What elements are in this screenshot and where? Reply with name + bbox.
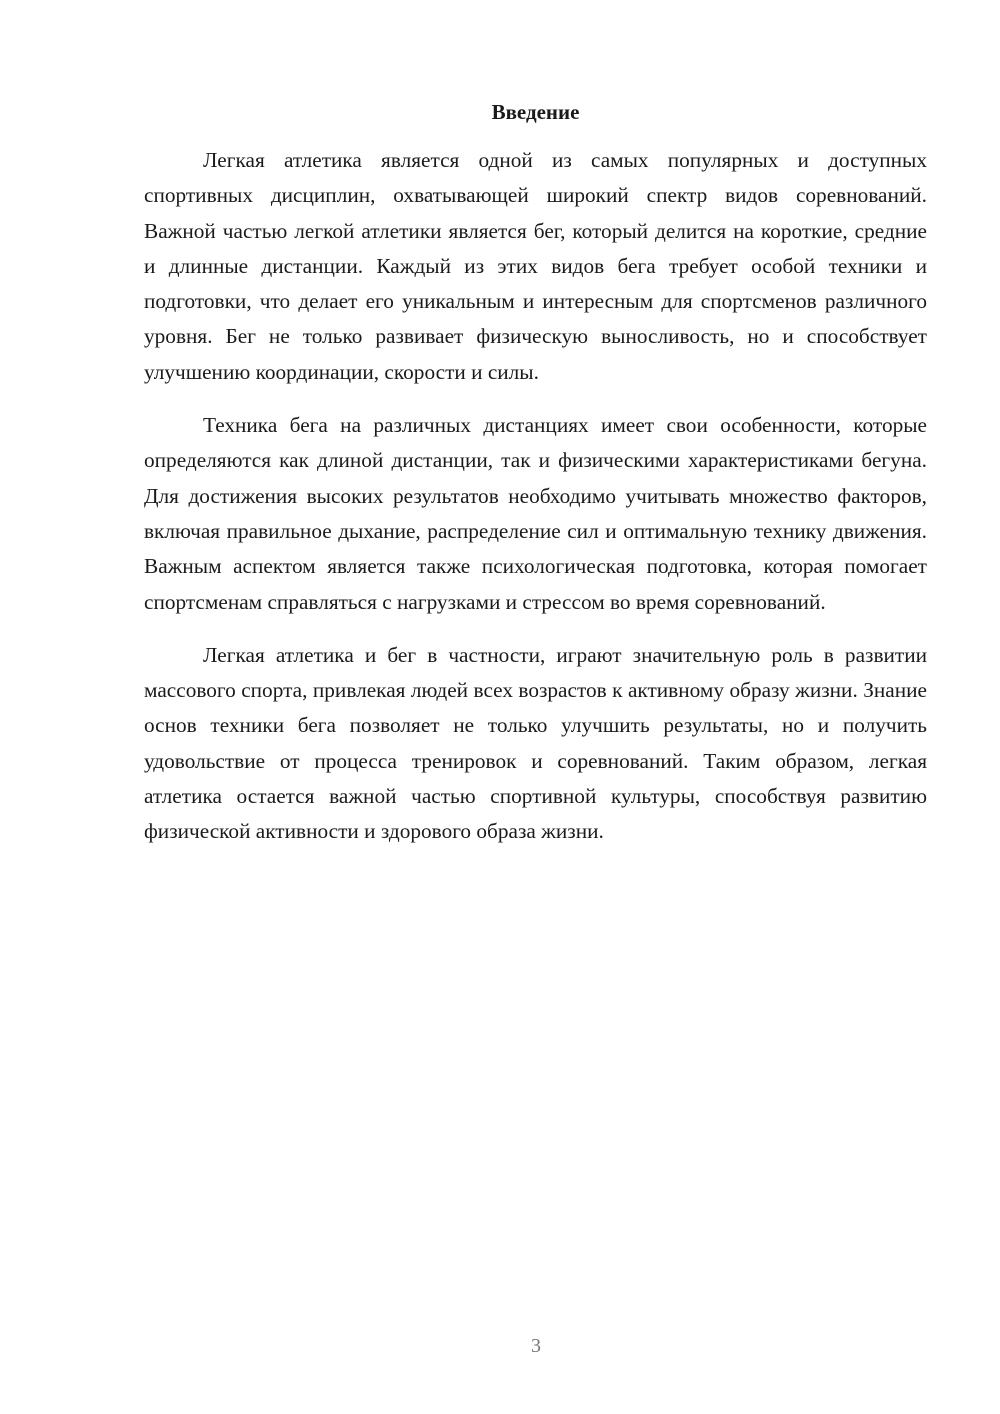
section-heading: Введение [491,100,580,124]
body-text [144,143,927,868]
paragraph-1: Легкая атлетика является одной из самых популярных и доступных спортивных дисциплин, охватывающей широкий спектр видов соревнований. Важной частью легкой атлетики является бег, который делится на короткие, средние и длинные дистанции. Каждый из этих видов бега требует особой техники и подготовки, что делает его уникальным и интересным для спортсменов различного уровня. Бег не только развивает физическую выносливость, но и способствует улучшению координации, скорости и силы. [144,148,927,384]
paragraph-3: Легкая атлетика и бег в частности, играют значительную роль в развитии массового спорта, привлекая людей всех возрастов к активному образу жизни. Знание основ техники бега позволяет не только улучшить результаты, но и получить удовольствие от процесса тренировок и соревнований. Таким образом, легкая атлетика остается важной частью спортивной культуры, способствуя развитию физической активности и здорового образа жизни. [144,642,927,844]
paragraph-2: Техника бега на различных дистанциях имеет свои особенности, которые определяются как длиной дистанции, так и физическими характеристиками бегуна. Для достижения высоких результатов необходимо учитывать множество факторов, включая правильное дыхание, распределение сил и оптимальную технику движения. Важным аспектом является также психологическая подготовка, которая помогает спортсменам справляться с нагрузками и стрессом во время соревнований. [144,413,927,614]
page-number: 3 [531,1335,541,1357]
